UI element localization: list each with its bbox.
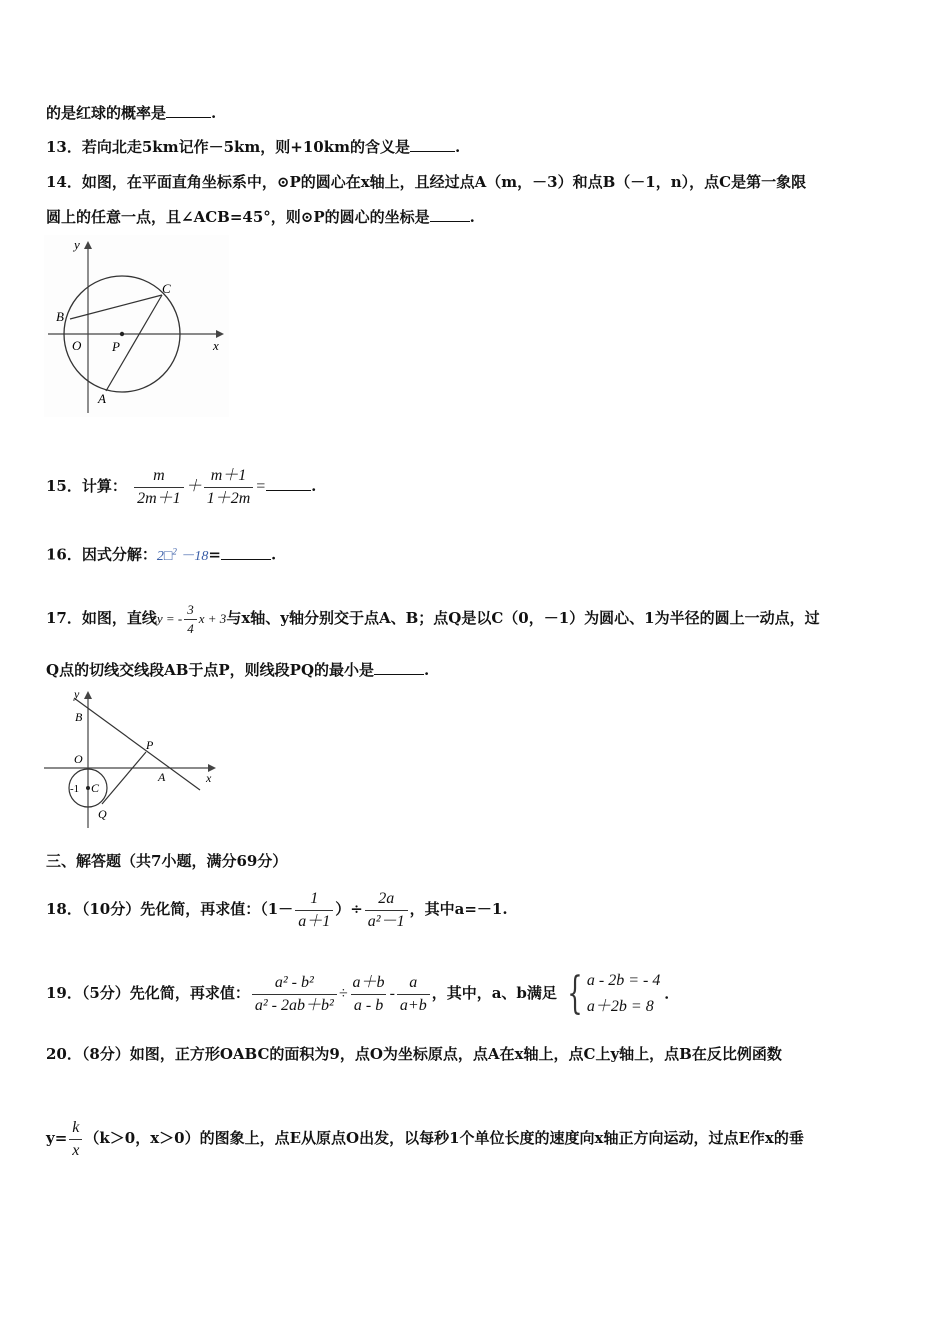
q17-figure: [40, 686, 220, 832]
q18-tail: ，其中a=－1.: [409, 900, 508, 918]
label-y: y: [74, 237, 80, 252]
denominator: x: [69, 1139, 82, 1162]
numerator: a² - b²: [274, 973, 314, 991]
q18-fraction-2: [365, 888, 408, 933]
denominator: 4: [184, 619, 197, 638]
q14-text-2: 圆上的任意一点，且∠ACB=45°，则⊙P的圆心的坐标是: [46, 208, 430, 226]
q17-text-2: Q点的切线交线段AB于点P，则线段PQ的最小是: [46, 661, 375, 679]
q18-number: 18．: [46, 900, 82, 918]
label-x: x: [213, 338, 219, 353]
numerator: m: [153, 466, 165, 484]
label-o: O: [72, 338, 82, 353]
q15-number: 15．: [46, 477, 82, 495]
denominator: 1＋2m: [204, 487, 254, 510]
point-c: [86, 786, 90, 790]
q17-number: 17．: [46, 609, 82, 627]
q19-mid: ，其中，a、b满足: [431, 984, 557, 1002]
equation-2: a＋2b = 8: [586, 998, 654, 1015]
label-p: P: [112, 339, 120, 354]
answer-blank: [410, 137, 455, 152]
label-c: C: [162, 281, 171, 296]
q18-div: ）÷: [335, 900, 363, 918]
q16-expression: [156, 546, 209, 564]
numerator: a＋b: [352, 973, 385, 991]
label-minus-one: -1: [70, 783, 80, 795]
line-ab: [74, 698, 200, 790]
q15-fraction-2: [204, 465, 254, 510]
question-15: 15．计算： $\frac{m}{2m+1}$ ＋ $\frac{m+1}{1+2m}$ = .: [46, 450, 316, 523]
equation-1: a - 2b = - 4: [586, 972, 661, 989]
q13-text: 若向北走5km记作－5km，则+10km的含义是: [81, 138, 410, 156]
q19-number: 19．: [46, 984, 82, 1002]
denominator: a - b: [351, 994, 386, 1017]
q12-text: 的是红球的概率是: [46, 104, 167, 122]
denominator: a² - 2ab＋b²: [252, 994, 337, 1017]
equals-sign: =: [255, 478, 267, 495]
line-eq-lhs: y = -: [156, 611, 183, 626]
numerator: m＋1: [210, 466, 247, 484]
label-p: P: [146, 738, 154, 752]
expr-exponent: 2: [172, 546, 177, 556]
q20-text-2: （k＞0，x＞0）的图象上，点E从原点O出发，以每秒1个单位长度的速度向x轴正方向运动，过点E作x的垂: [84, 1129, 804, 1147]
answer-blank: [166, 103, 211, 118]
tangent-qp: [102, 752, 146, 804]
q16-number: 16．: [46, 545, 82, 564]
answer-blank: [266, 476, 311, 491]
label-b: B: [56, 309, 64, 324]
label-a: A: [98, 391, 106, 406]
denominator: 2m＋1: [134, 487, 184, 510]
q19-points: （5分）先化简，再求值：: [81, 984, 250, 1002]
q14-text-1: 如图，在平面直角坐标系中，⊙P的圆心在x轴上，且经过点A（m，－3）和点B（－1，n），点C是第一象限: [81, 173, 807, 191]
denominator: a²－1: [365, 910, 408, 933]
label-b: B: [75, 710, 83, 724]
q18-points: （10分）先化简，再求值：（1－: [81, 900, 294, 918]
q12-tail: 的是红球的概率是 .: [46, 104, 217, 122]
q20-text-1: （8分）如图，正方形OABC的面积为9，点O为坐标原点，点A在x轴上，点C上y轴上，点B在反比例函数: [81, 1045, 782, 1063]
q20-y-eq: y=: [46, 1129, 68, 1147]
denominator: a+b: [397, 994, 430, 1017]
answer-blank: [374, 660, 424, 675]
numerator: k: [72, 1118, 80, 1136]
numerator: a: [409, 973, 418, 991]
q14-number: 14．: [46, 173, 82, 191]
label-o: O: [74, 752, 83, 766]
q17-pre: 如图，直线: [81, 609, 157, 627]
numerator: 1: [310, 889, 319, 907]
label-q: Q: [98, 807, 107, 821]
line-eq-rhs: x + 3: [198, 611, 227, 626]
expr-coef: 2: [156, 548, 164, 564]
numerator: 3: [187, 601, 194, 617]
minus-sign: -: [389, 985, 395, 1002]
answer-blank: [221, 545, 271, 560]
y-axis-arrow: [84, 691, 92, 699]
q14-figure: [44, 235, 229, 417]
question-17-line2: Q点的切线交线段AB于点P，则线段PQ的最小是 .: [46, 661, 430, 679]
question-19: [46, 960, 679, 1027]
question-14-line2: 圆上的任意一点，且∠ACB=45°，则⊙P的圆心的坐标是 .: [46, 208, 475, 226]
plus-sign: ＋: [185, 478, 202, 495]
answer-blank: [430, 207, 470, 222]
q16-label: 因式分解：: [81, 545, 157, 564]
numerator: 2a: [378, 889, 395, 907]
question-20-line2: [46, 1103, 804, 1173]
q19-end: ．: [664, 984, 680, 1002]
equals-sign: =: [208, 545, 221, 564]
point-p: [120, 332, 124, 336]
q17-post: 与x轴、y轴分别交于点A、B；点Q是以C（0，－1）为圆心、1为半径的圆上一动点，过: [226, 609, 820, 627]
q15-label: 计算：: [81, 477, 127, 495]
denominator: a＋1: [295, 910, 333, 933]
question-14-line1: [46, 172, 806, 192]
q18-fraction-1: [295, 888, 333, 933]
q19-fraction-3: [397, 972, 430, 1017]
equation-system: { a - 2b = - 4 a＋2b = 8: [567, 968, 661, 1019]
label-x: x: [206, 771, 212, 785]
label-y: y: [74, 687, 80, 701]
expr-box: □: [163, 548, 173, 564]
div-sign: ÷: [338, 985, 348, 1002]
q17-fraction: [184, 601, 197, 638]
question-20-line1: [46, 1044, 782, 1064]
q19-fraction-2: [350, 972, 388, 1017]
q13-number: 13．: [46, 138, 82, 156]
section-3-heading: 三、解答题（共7小题，满分69分）: [46, 852, 288, 870]
q20-number: 20．: [46, 1045, 82, 1063]
label-a: A: [158, 770, 166, 784]
q15-fraction-1: [134, 465, 184, 510]
question-13: 13．若向北走5km记作－5km，则+10km的含义是 .: [46, 138, 461, 156]
q20-fraction: [69, 1117, 82, 1162]
question-16: 16．因式分解：2□$^2$ －18= .: [46, 545, 277, 564]
label-c: C: [91, 781, 100, 795]
question-17-line1: [46, 596, 820, 641]
q19-fraction-1: [252, 972, 337, 1017]
expr-tail: －18: [180, 548, 209, 564]
question-18: [46, 874, 508, 944]
